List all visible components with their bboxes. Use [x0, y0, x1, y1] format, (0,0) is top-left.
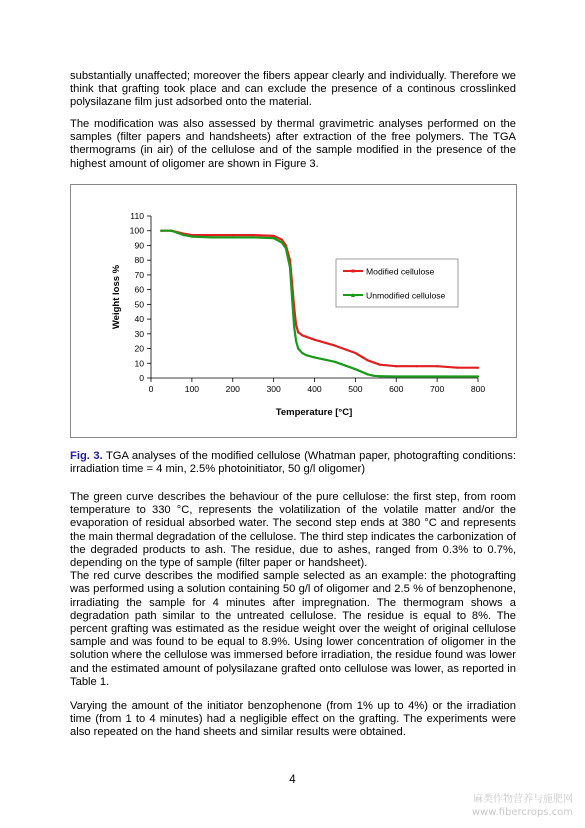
y-tick-label: 0	[139, 373, 144, 383]
x-tick-label: 400	[307, 384, 322, 394]
modified-cellulose-point	[416, 365, 418, 367]
unmodified-cellulose-point	[354, 368, 356, 370]
modified-cellulose-point	[379, 364, 381, 366]
modified-cellulose-point	[367, 359, 369, 361]
x-tick-label: 200	[225, 384, 240, 394]
modified-cellulose-point	[295, 324, 297, 326]
unmodified-cellulose-point	[211, 236, 213, 238]
unmodified-cellulose-point	[291, 296, 293, 298]
unmodified-cellulose-point	[301, 352, 303, 354]
modified-cellulose-point	[301, 334, 303, 336]
unmodified-cellulose-point	[183, 234, 185, 236]
unmodified-cellulose-point	[477, 375, 479, 377]
legend-label-unmodified: Unmodified cellulose	[366, 290, 446, 301]
paragraph-green-curve: The green curve describes the behaviour of the pure cellulose: the first step, from room temperature to 330 °C, represents the volatilization of the volatile matter and/or the evaporation of residual absorbed water. The second step ends at 380 °C and represents the main thermal degradation of the cellulose. The third step indicates the carbonization of the degraded products to ash. The residue, due to ashes, ranged from 0.3% to 0.7%, depending on the type of sample (filter paper or handsheet).	[70, 491, 516, 570]
x-tick-label: 300	[266, 384, 281, 394]
y-tick-label: 50	[134, 299, 144, 310]
x-tick-label: 600	[389, 384, 404, 394]
unmodified-cellulose-point	[160, 230, 162, 232]
y-tick-label: 90	[134, 240, 144, 251]
modified-cellulose-point	[281, 238, 283, 240]
y-tick-label: 100	[129, 225, 144, 236]
modified-cellulose-point	[273, 235, 275, 237]
modified-cellulose-point	[297, 331, 299, 333]
tga-chart	[70, 184, 517, 438]
watermark-title: 麻类作物营养与施肥网	[473, 794, 573, 805]
figure-caption-label: Fig. 3.	[70, 450, 103, 462]
modified-cellulose-point	[456, 367, 458, 369]
modified-cellulose-point	[334, 345, 336, 347]
unmodified-cellulose-point	[281, 241, 283, 243]
unmodified-cellulose-point	[273, 237, 275, 239]
unmodified-cellulose-point	[191, 236, 193, 238]
modified-cellulose-point	[395, 365, 397, 367]
modified-cellulose-point	[252, 234, 254, 236]
y-axis-label: Weight loss %	[111, 264, 122, 330]
watermark-url: www.fibercrops.com	[471, 807, 573, 818]
unmodified-cellulose-point	[232, 236, 234, 238]
figure-caption	[70, 450, 516, 476]
y-tick-label: 70	[134, 269, 144, 280]
x-tick-label: 100	[184, 384, 200, 394]
paragraph-discussion	[70, 491, 516, 689]
unmodified-cellulose-point	[289, 266, 291, 268]
y-tick-label: 20	[134, 343, 144, 354]
y-tick-label: 60	[134, 284, 144, 295]
y-tick-label: 10	[134, 358, 144, 369]
y-tick-label: 80	[134, 255, 144, 266]
unmodified-cellulose-point	[285, 247, 287, 249]
unmodified-cellulose-point	[379, 375, 381, 377]
unmodified-cellulose-point	[395, 375, 397, 377]
modified-cellulose-point	[477, 367, 479, 369]
x-tick-label: 500	[348, 384, 363, 394]
legend	[336, 259, 458, 307]
unmodified-cellulose-point	[293, 325, 295, 327]
y-tick-label: 40	[134, 314, 144, 325]
x-tick-label: 0	[148, 384, 154, 394]
figure-3	[70, 184, 517, 438]
legend-label-modified: Modified cellulose	[366, 266, 435, 277]
y-tick-label: 30	[134, 328, 144, 339]
modified-cellulose-point	[436, 365, 438, 367]
x-axis-label: Temperature [°C]	[275, 407, 353, 418]
modified-cellulose-point	[313, 339, 315, 341]
modified-cellulose-point	[211, 234, 213, 236]
unmodified-cellulose-point	[367, 373, 369, 375]
modified-cellulose-point	[232, 234, 234, 236]
y-tick-label: 110	[130, 211, 144, 221]
page-number: 4	[289, 774, 296, 786]
figure-caption-text: TGA analyses of the modified cellulose (Whatman paper, photografting conditions: irradiation time = 4 min, 2.5% photoinitiator, 50 g/l oligomer)	[70, 450, 516, 476]
x-tick-label: 700	[429, 384, 445, 394]
paragraph-red-curve: The red curve describes the modified sample selected as an example: the photografting was performed using a solution containing 50 g/l of oligomer and 2.5 % of benzophenone, irradiating the sample for 4 minutes after impregnation. The thermogram shows a degradation path similar to the untreated cellulose. The residue is equal to 8%. The percent grafting was estimated as the residue weight over the weight of original cellulose sample and was found to be equal to 8.9%. Using lower concentration of oligomer in the solution where the cellulose was immersed before irradiation, the residue found was lower and the estimated amount of polysilazane grafted onto cellulose was lower, as reported in Table 1.	[70, 570, 516, 688]
unmodified-cellulose-point	[252, 236, 254, 238]
paragraph-tga-intro: The modification was also assessed by thermal gravimetric analyses performed on the samples (filter papers and handsheets) after extraction of the free polymers. The TGA thermograms (in air) of the cellulose and of the sample modified in the presence of the highest amount of oligomer are shown in Figure 3.	[70, 118, 516, 170]
unmodified-cellulose-point	[170, 230, 172, 232]
unmodified-cellulose-point	[334, 361, 336, 363]
unmodified-cellulose-point	[373, 375, 375, 377]
watermark	[472, 793, 573, 819]
legend-marker-modified	[352, 270, 355, 273]
unmodified-cellulose-point	[313, 356, 315, 358]
modified-cellulose-point	[354, 352, 356, 354]
unmodified-cellulose-point	[436, 375, 438, 377]
unmodified-cellulose-point	[297, 347, 299, 349]
paragraph-variations: Varying the amount of the initiator benzophenone (from 1% up to 4%) or the irradiation time (from 1 to 4 minutes) had a negligible effect on the grafting. The experiments were also repeated on the hand sheets and similar results were obtained.	[70, 700, 516, 739]
x-tick-label: 800	[470, 384, 486, 394]
modified-cellulose-point	[305, 336, 307, 338]
unmodified-cellulose-point	[295, 340, 297, 342]
paragraph-intro: substantially unaffected; moreover the fibers appear clearly and individually. Therefore we think that grafting took place and can exclude the presence of a continous crosslinked polysilazane film just adsorbed onto the material.	[70, 70, 516, 109]
unmodified-cellulose-point	[305, 354, 307, 356]
